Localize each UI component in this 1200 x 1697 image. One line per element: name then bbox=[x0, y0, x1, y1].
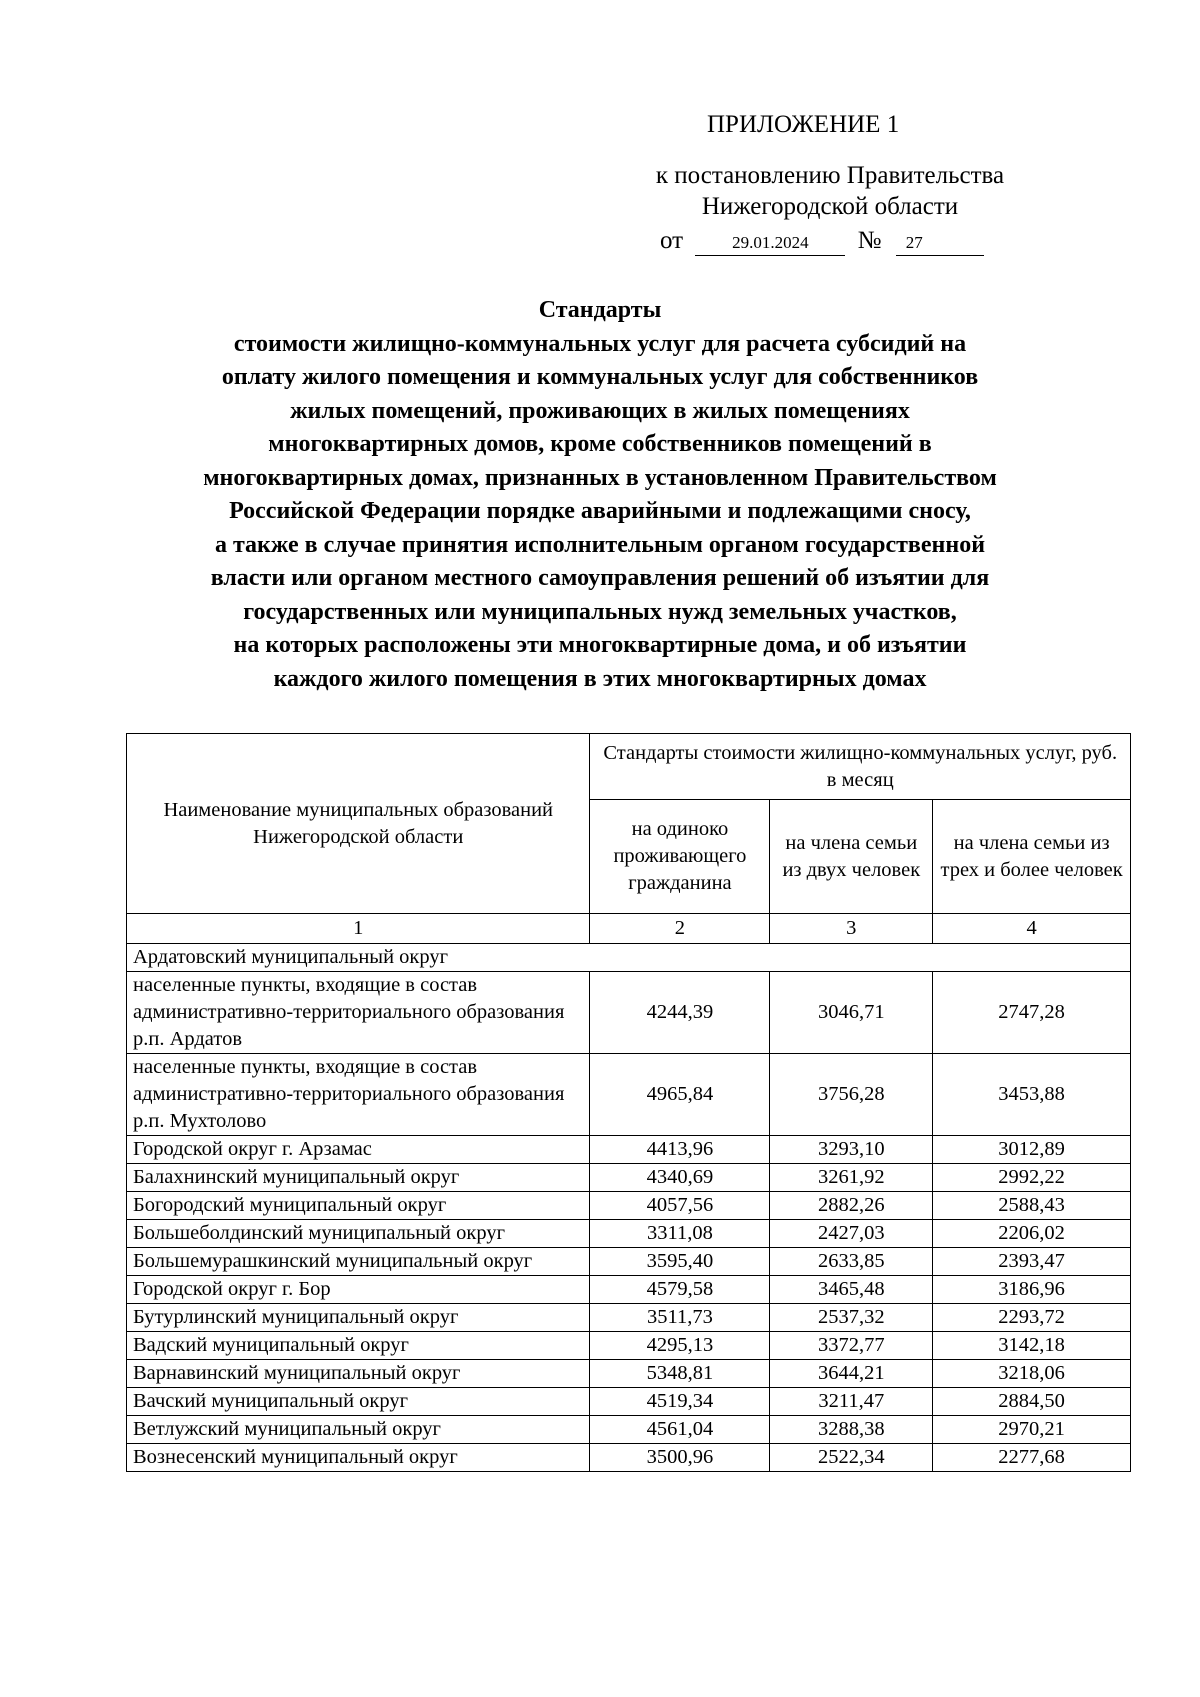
title-line: оплату жилого помещения и коммунальных услуг для собственников bbox=[221, 364, 979, 390]
title-heading: Стандарты bbox=[538, 297, 662, 323]
title-line: а также в случае принятия исполнительным органом государственной bbox=[214, 531, 986, 558]
table-row bbox=[127, 1164, 1131, 1192]
value-single: 4413,96 bbox=[590, 1136, 770, 1164]
value-two-person: 2522,34 bbox=[770, 1444, 933, 1472]
municipality-name: населенные пункты, входящие в состав административно-территориального образования р.п. Мухтолово bbox=[127, 1054, 590, 1136]
value-single: 4561,04 bbox=[590, 1416, 770, 1444]
decree-number: 27 bbox=[896, 231, 984, 256]
title-line: власти или органом местного самоуправления решений об изъятии для bbox=[210, 565, 990, 591]
header-municipality: Наименование муниципальных образований Нижегородской области bbox=[127, 734, 590, 914]
number-prefix: № bbox=[857, 227, 882, 254]
column-index: 3 bbox=[770, 914, 933, 944]
value-two-person: 3756,28 bbox=[770, 1054, 933, 1136]
municipality-name: Ветлужский муниципальный округ bbox=[127, 1416, 590, 1444]
value-single: 5348,81 bbox=[590, 1360, 770, 1388]
table-row bbox=[127, 972, 1131, 1054]
municipality-name: Городской округ г. Арзамас bbox=[127, 1136, 590, 1164]
column-index: 4 bbox=[933, 914, 1131, 944]
value-single: 3511,73 bbox=[590, 1304, 770, 1332]
value-three-plus: 2393,47 bbox=[933, 1248, 1131, 1276]
value-three-plus: 2588,43 bbox=[933, 1192, 1131, 1220]
value-two-person: 3465,48 bbox=[770, 1276, 933, 1304]
header-single-resident: на одиноко проживающего гражданина bbox=[590, 800, 770, 914]
value-single: 3311,08 bbox=[590, 1220, 770, 1248]
standards-table bbox=[126, 733, 1131, 1472]
title-line: стоимости жилищно-коммунальных услуг для расчета субсидий на bbox=[233, 330, 967, 357]
title-line: многоквартирных домах, признанных в установленном Правительством bbox=[203, 464, 997, 491]
municipality-name: Городской округ г. Бор bbox=[127, 1276, 590, 1304]
title-line: многоквартирных домов, кроме собственников помещений в bbox=[268, 431, 932, 457]
date-prefix: от bbox=[660, 227, 684, 254]
value-three-plus: 2884,50 bbox=[933, 1388, 1131, 1416]
municipality-name: Балахнинский муниципальный округ bbox=[127, 1164, 590, 1192]
value-single: 4579,58 bbox=[590, 1276, 770, 1304]
municipality-name: Варнавинский муниципальный округ bbox=[127, 1360, 590, 1388]
value-single: 4340,69 bbox=[590, 1164, 770, 1192]
value-two-person: 3211,47 bbox=[770, 1388, 933, 1416]
document-title bbox=[110, 294, 1090, 696]
table-row bbox=[127, 1054, 1131, 1136]
value-three-plus: 3186,96 bbox=[933, 1276, 1131, 1304]
value-three-plus: 2992,22 bbox=[933, 1164, 1131, 1192]
table-row bbox=[127, 1192, 1131, 1220]
value-two-person: 3046,71 bbox=[770, 972, 933, 1054]
table-row bbox=[127, 1248, 1131, 1276]
value-single: 4295,13 bbox=[590, 1332, 770, 1360]
value-single: 3595,40 bbox=[590, 1248, 770, 1276]
value-three-plus: 3012,89 bbox=[933, 1136, 1131, 1164]
value-three-plus: 3142,18 bbox=[933, 1332, 1131, 1360]
municipality-name: Большемурашкинский муниципальный округ bbox=[127, 1248, 590, 1276]
table-row bbox=[127, 1360, 1131, 1388]
municipality-name: Вачский муниципальный округ bbox=[127, 1388, 590, 1416]
appendix-line-2: Нижегородской области bbox=[701, 193, 959, 220]
title-line: каждого жилого помещения в этих многоквартирных домах bbox=[273, 665, 927, 692]
value-three-plus: 3218,06 bbox=[933, 1360, 1131, 1388]
table-row bbox=[127, 1136, 1131, 1164]
title-line: жилых помещений, проживающих в жилых помещениях bbox=[290, 397, 910, 424]
value-single: 4057,56 bbox=[590, 1192, 770, 1220]
municipality-name: Вадский муниципальный округ bbox=[127, 1332, 590, 1360]
group-label: Ардатовский муниципальный округ bbox=[127, 944, 1131, 972]
table-row bbox=[127, 1276, 1131, 1304]
value-three-plus: 2293,72 bbox=[933, 1304, 1131, 1332]
municipality-name: Вознесенский муниципальный округ bbox=[127, 1444, 590, 1472]
group-row bbox=[127, 944, 1131, 972]
municipality-name: Бутурлинский муниципальный округ bbox=[127, 1304, 590, 1332]
value-three-plus: 2970,21 bbox=[933, 1416, 1131, 1444]
value-two-person: 2537,32 bbox=[770, 1304, 933, 1332]
value-two-person: 3372,77 bbox=[770, 1332, 933, 1360]
value-single: 4519,34 bbox=[590, 1388, 770, 1416]
value-two-person: 3261,92 bbox=[770, 1164, 933, 1192]
municipality-name: Богородский муниципальный округ bbox=[127, 1192, 590, 1220]
table-row bbox=[127, 1416, 1131, 1444]
decree-date: 29.01.2024 bbox=[695, 231, 845, 256]
value-three-plus: 2206,02 bbox=[933, 1220, 1131, 1248]
value-three-plus: 3453,88 bbox=[933, 1054, 1131, 1136]
table-row bbox=[127, 1388, 1131, 1416]
municipality-name: населенные пункты, входящие в состав административно-территориального образования р.п. Ардатов bbox=[127, 972, 590, 1054]
column-index: 1 bbox=[127, 914, 590, 944]
value-two-person: 2633,85 bbox=[770, 1248, 933, 1276]
appendix-date-row bbox=[660, 227, 984, 256]
value-three-plus: 2747,28 bbox=[933, 972, 1131, 1054]
municipality-name: Большеболдинский муниципальный округ bbox=[127, 1220, 590, 1248]
value-single: 4244,39 bbox=[590, 972, 770, 1054]
table-row bbox=[127, 1220, 1131, 1248]
value-three-plus: 2277,68 bbox=[933, 1444, 1131, 1472]
table-row bbox=[127, 1332, 1131, 1360]
value-single: 4965,84 bbox=[590, 1054, 770, 1136]
column-index: 2 bbox=[590, 914, 770, 944]
header-standards-group: Стандарты стоимости жилищно-коммунальных услуг, руб. в месяц bbox=[590, 734, 1131, 800]
value-two-person: 3644,21 bbox=[770, 1360, 933, 1388]
title-line: Российской Федерации порядке аварийными и подлежащими сносу, bbox=[229, 498, 971, 524]
value-two-person: 2882,26 bbox=[770, 1192, 933, 1220]
header-two-person-family: на члена семьи из двух человек bbox=[770, 800, 933, 914]
table-row bbox=[127, 1444, 1131, 1472]
title-line: на которых расположены эти многоквартирные дома, и об изъятии bbox=[233, 632, 967, 658]
value-two-person: 2427,03 bbox=[770, 1220, 933, 1248]
table-row bbox=[127, 1304, 1131, 1332]
value-two-person: 3288,38 bbox=[770, 1416, 933, 1444]
appendix-title: ПРИЛОЖЕНИЕ 1 bbox=[707, 111, 900, 138]
header-three-plus-family: на члена семьи из трех и более человек bbox=[933, 800, 1131, 914]
value-two-person: 3293,10 bbox=[770, 1136, 933, 1164]
value-single: 3500,96 bbox=[590, 1444, 770, 1472]
appendix-line-1: к постановлению Правительства bbox=[655, 162, 1005, 189]
title-line: государственных или муниципальных нужд земельных участков, bbox=[243, 598, 957, 625]
